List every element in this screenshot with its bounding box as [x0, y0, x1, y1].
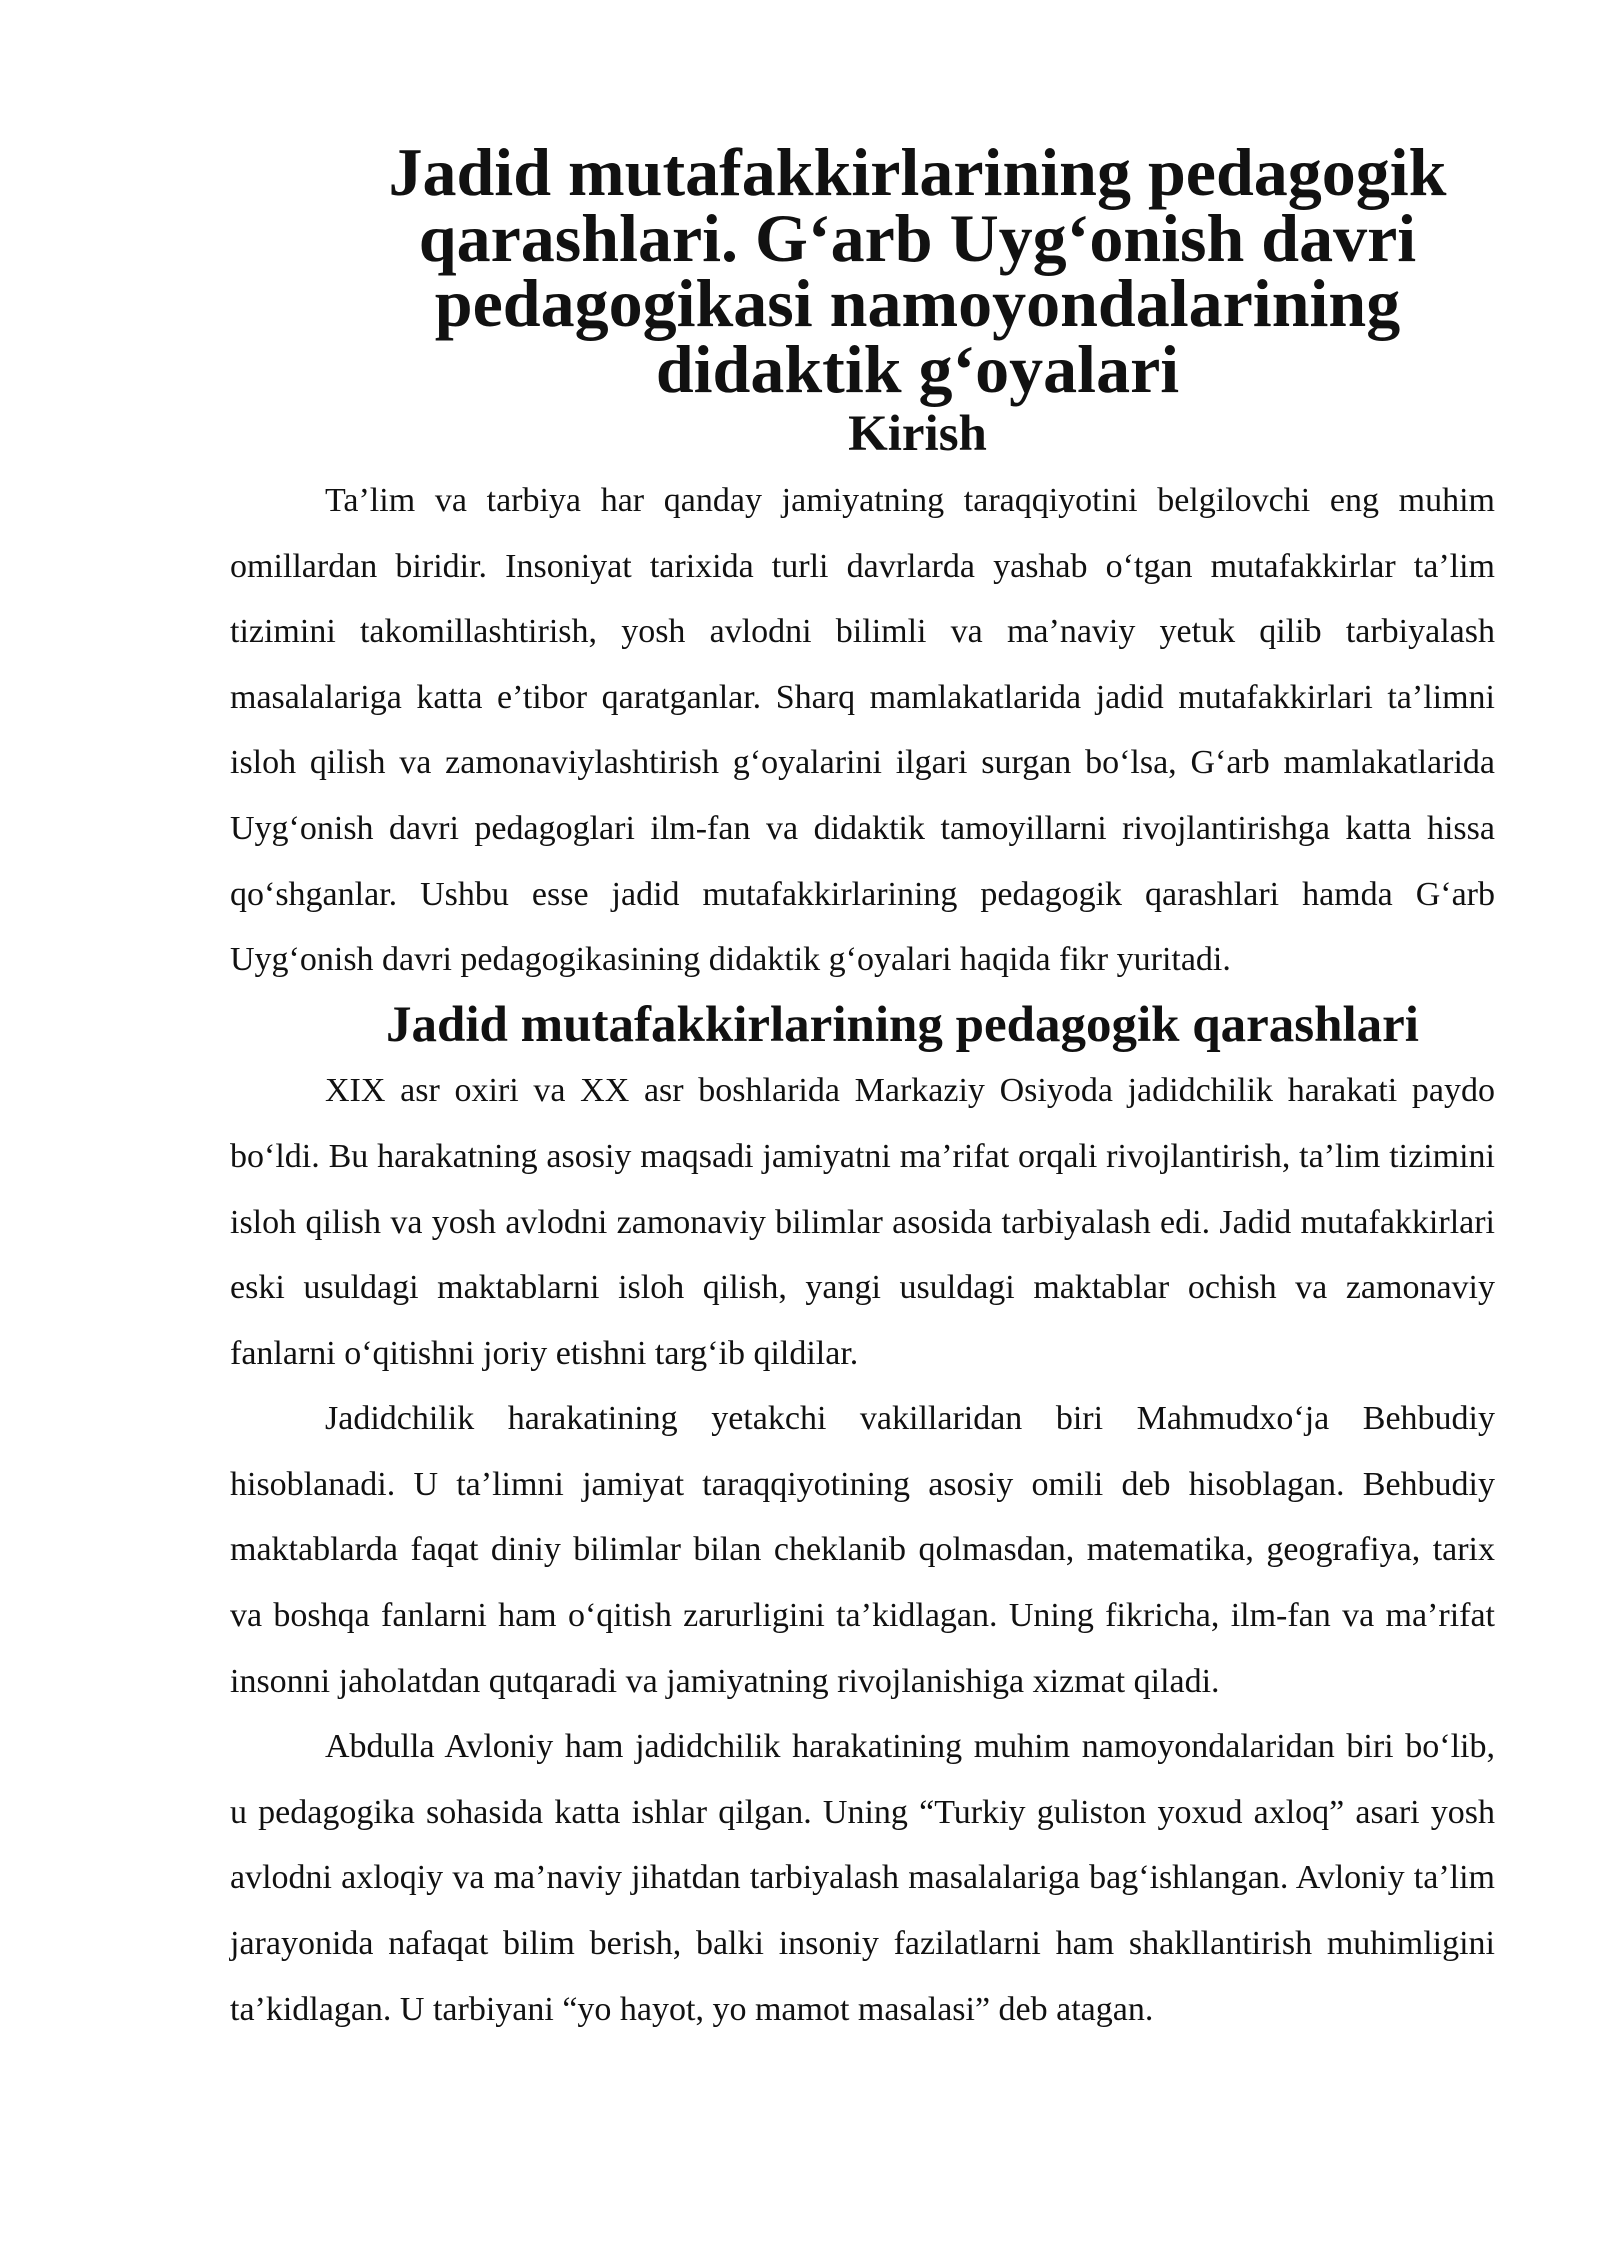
section-heading: Jadid mutafakkirlarining pedagogik qarashlari: [386, 996, 1419, 1053]
section-paragraph-2: Jadidchilik harakatining yetakchi vakillaridan biri Mahmudxo‘ja Behbudiy hisoblanadi. U ta’limni jamiyat taraqqiyotining asosiy omili deb hisoblagan. Behbudiy maktablarda faqat diniy bilimlar bilan cheklanib qolmasdan, matematika, geografiya, tarix va boshqa fanlarni ham o‘qitish zarurligini ta’kidlagan. Uning fikricha, ilm-fan va ma’rifat insonni jaholatdan qutqaradi va jamiyatning rivojlanishiga xizmat qiladi.: [230, 1400, 1495, 1700]
document-title: [230, 134, 1495, 407]
intro-heading: Kirish: [848, 406, 987, 463]
section-paragraph-3: Abdulla Avloniy ham jadidchilik harakatining muhim namoyondalaridan biri bo‘lib, u pedagogika sohasida katta ishlar qilgan. Uning “Turkiy guliston yoxud axloq” asari yosh avlodni axloqiy va ma’naviy jihatdan tarbiyalash masalalariga bag‘ishlangan. Avloniy ta’lim jarayonida nafaqat bilim berish, balki insoniy fazilatlarni ham shakllantirish muhimligini ta’kidlagan. U tarbiyani “yo hayot, yo mamot masalasi” deb atagan.: [230, 1728, 1495, 2028]
title-line-2: pedagogikasi namoyondalarining didaktik g‘oyalari: [434, 265, 1401, 407]
section-paragraph-1: XIX asr oxiri va XX asr boshlarida Markaziy Osiyoda jadidchilik harakati paydo bo‘ldi. Bu harakatning asosiy maqsadi jamiyatni ma’rifat orqali rivojlantirish, ta’lim tizimini isloh qilish va yosh avlodni zamonaviy bilimlar asosida tarbiyalash edi. Jadid mutafakkirlari eski usuldagi maktablarni isloh qilish, yangi usuldagi maktablar ochish va zamonaviy fanlarni o‘qitishni joriy etishni targ‘ib qildilar.: [230, 1072, 1495, 1372]
title-line-1: Jadid mutafakkirlarining pedagogik qarashlari. G‘arb Uyg‘onish davri: [388, 134, 1447, 276]
document-page: [230, 134, 1495, 2042]
intro-paragraph: Ta’lim va tarbiya har qanday jamiyatning taraqqiyotini belgilovchi eng muhim omillardan biridir. Insoniyat tarixida turli davrlarda yashab o‘tgan mutafakkirlar ta’lim tizimini takomillashtirish, yosh avlodni bilimli va ma’naviy yetuk qilib tarbiyalash masalalariga katta e’tibor qaratganlar. Sharq mamlakatlarida jadid mutafakkirlari ta’limni isloh qilish va zamonaviylashtirish g‘oyalarini ilgari surgan bo‘lsa, G‘arb mamlakatlarida Uyg‘onish davri pedagoglari ilm-fan va didaktik tamoyillarni rivojlantirishga katta hissa qo‘shganlar. Ushbu esse jadid mutafakkirlarining pedagogik qarashlari hamda G‘arb Uyg‘onish davri pedagogikasining didaktik g‘oyalari haqida fikr yuritadi.: [230, 481, 1495, 979]
